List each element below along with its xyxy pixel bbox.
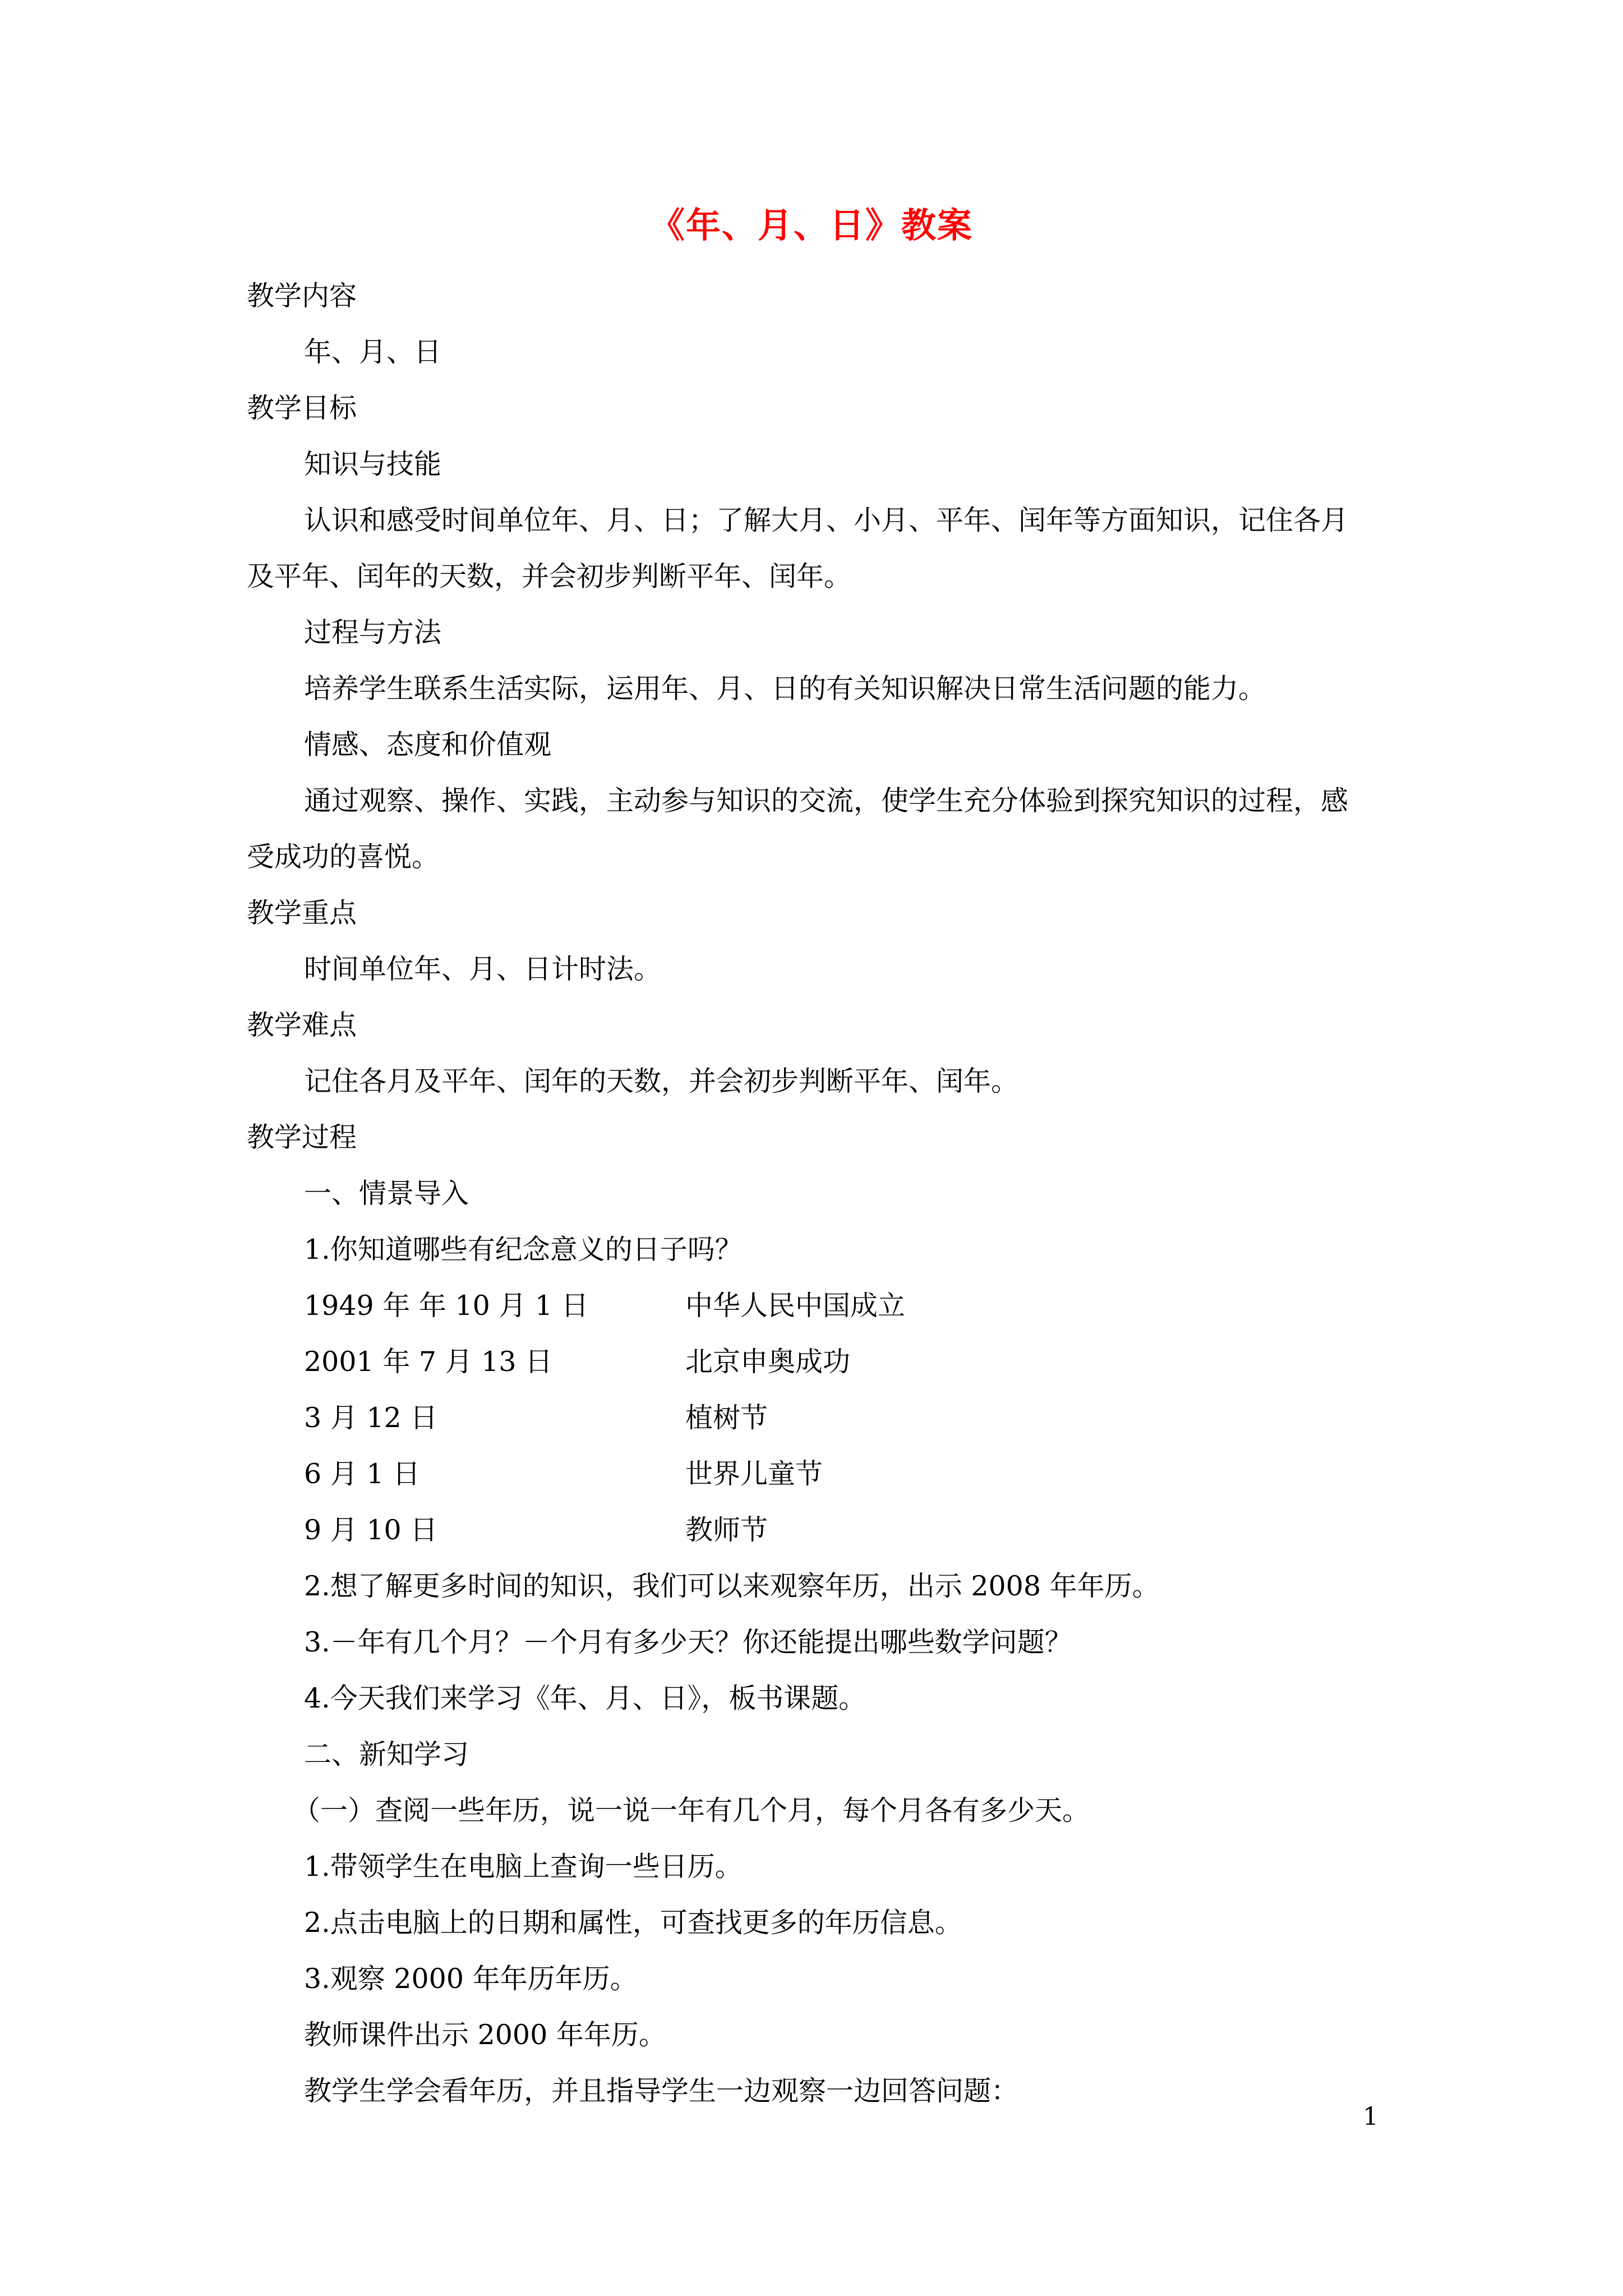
event-cell: 教师节: [685, 1514, 768, 1546]
date-row: [247, 1446, 1391, 1502]
section-heading: 教学目标: [247, 392, 357, 424]
event-cell: 植树节: [685, 1402, 768, 1434]
section-heading: 教学内容: [247, 280, 357, 312]
paragraph: 教学生学会看年历，并且指导学生一边观察一边回答问题：: [304, 2075, 1019, 2107]
subheading: 一、情景导入: [304, 1177, 469, 1209]
document-body: [247, 268, 1391, 2119]
paragraph: 培养学生联系生活实际，运用年、月、日的有关知识解决日常生活问题的能力。: [304, 673, 1266, 705]
date-cell: 2001 年 7 月 13 日: [304, 1346, 553, 1378]
paragraph: 3.观察 2000 年年历年历。: [304, 1963, 638, 1995]
date-row: [247, 1502, 1391, 1558]
paragraph: 受成功的喜悦。: [247, 841, 440, 873]
section-heading: 教学难点: [247, 1009, 357, 1041]
subheading: 二、新知学习: [304, 1738, 469, 1770]
subheading: 情感、态度和价值观: [304, 729, 552, 761]
paragraph: 记住各月及平年、闰年的天数，并会初步判断平年、闰年。: [304, 1065, 1019, 1097]
paragraph: 3.－年有几个月？－个月有多少天？你还能提出哪些数学问题？: [304, 1626, 1072, 1658]
date-row: [247, 1334, 1391, 1390]
subheading: 知识与技能: [304, 448, 442, 480]
paragraph: 教师课件出示 2000 年年历。: [304, 2019, 666, 2051]
section-heading: 教学重点: [247, 897, 357, 929]
event-cell: 北京申奥成功: [685, 1346, 851, 1378]
paragraph: （一）查阅一些年历，说一说一年有几个月，每个月各有多少天。: [293, 1795, 1090, 1826]
date-cell: 9 月 10 日: [304, 1514, 438, 1546]
date-cell: 3 月 12 日: [304, 1402, 438, 1434]
paragraph: 时间单位年、月、日计时法。: [304, 953, 662, 985]
paragraph: 4.今天我们来学习《年、月、日》，板书课题。: [304, 1682, 866, 1714]
paragraph: 年、月、日: [304, 336, 442, 368]
section-heading: 教学过程: [247, 1121, 357, 1153]
event-cell: 世界儿童节: [685, 1458, 823, 1490]
paragraph: 认识和感受时间单位年、月、日；了解大月、小月、平年、闰年等方面知识，记住各月: [304, 504, 1349, 536]
paragraph: 2.想了解更多时间的知识，我们可以来观察年历，出示 2008 年年历。: [304, 1570, 1160, 1602]
date-cell: 6 月 1 日: [304, 1458, 421, 1490]
date-row: [247, 1390, 1391, 1446]
paragraph: 通过观察、操作、实践，主动参与知识的交流，使学生充分体验到探究知识的过程，感: [304, 785, 1349, 817]
paragraph: 2.点击电脑上的日期和属性，可查找更多的年历信息。: [304, 1907, 962, 1939]
paragraph: 1.带领学生在电脑上查询一些日历。: [304, 1851, 743, 1883]
page-number: 1: [1363, 2102, 1378, 2131]
event-cell: 中华人民中国成立: [685, 1290, 906, 1322]
paragraph: 1.你知道哪些有纪念意义的日子吗？: [304, 1234, 743, 1266]
date-cell: 1949 年 年 10 月 1 日: [304, 1290, 589, 1322]
date-row: [247, 1278, 1391, 1334]
subheading: 过程与方法: [304, 616, 442, 648]
document-title: 《年、月、日》教案: [649, 205, 973, 246]
paragraph: 及平年、闰年的天数，并会初步判断平年、闰年。: [247, 560, 852, 592]
